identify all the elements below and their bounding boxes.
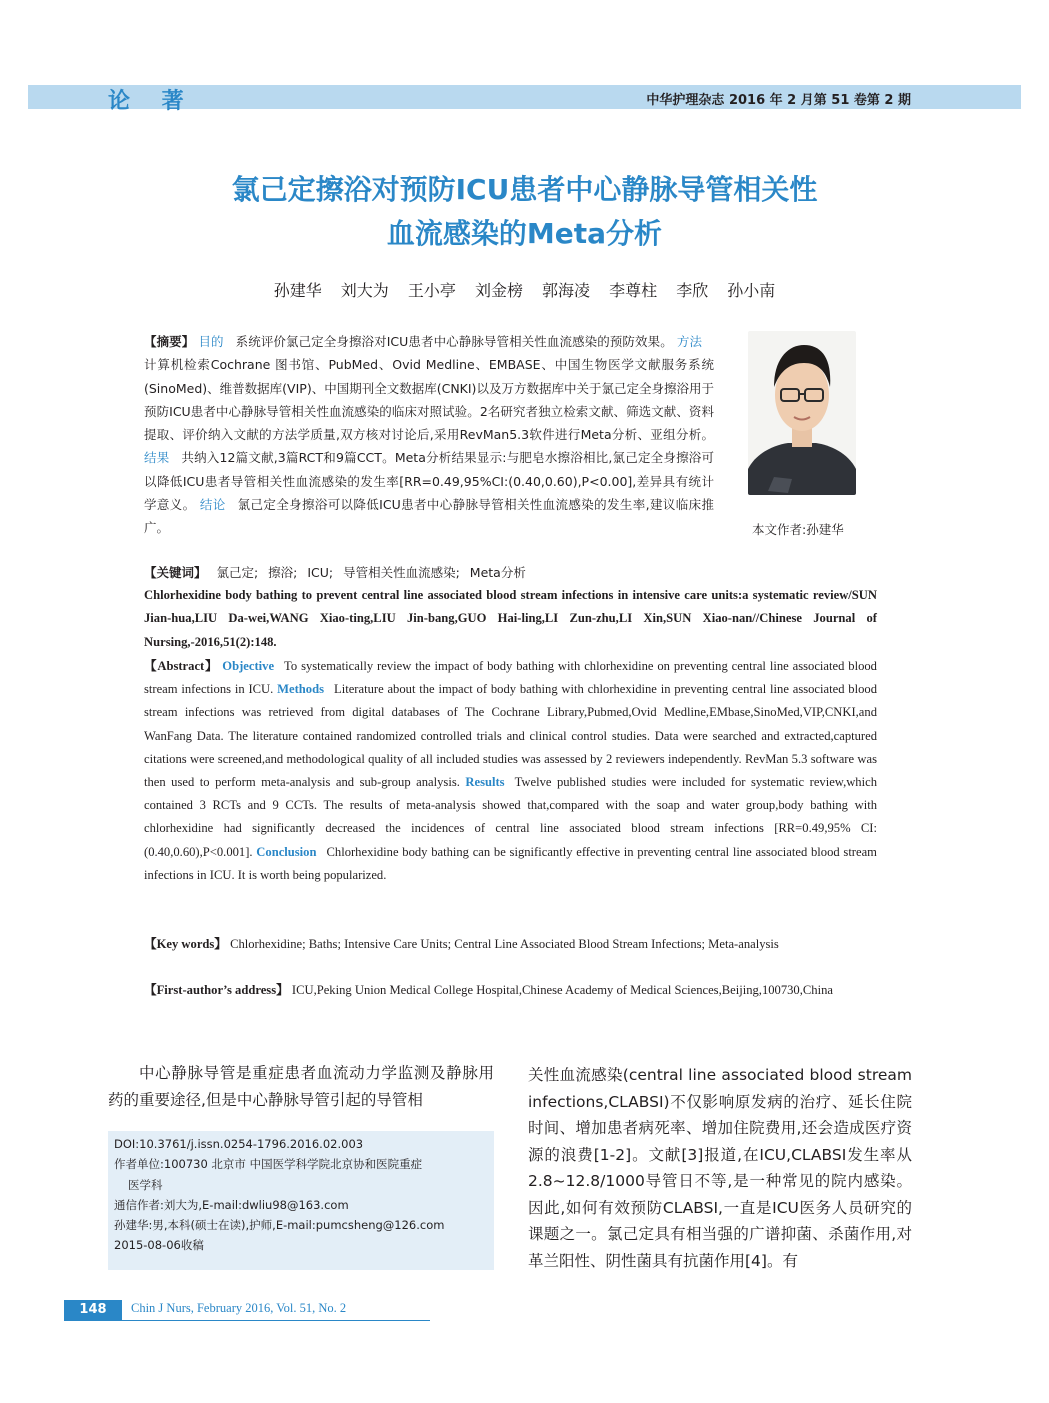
author-unit: 作者单位:100730 北京市 中国医学科学院北京协和医院重症 — [114, 1157, 423, 1172]
conclusion-text: 氯己定全身擦浴可以降低ICU患者中心静脉导管相关性血流感染的发生率,建议临床推广。 — [144, 497, 714, 536]
journal-info: 中华护理杂志 2016 年 2 月第 51 卷第 2 期 — [646, 93, 911, 108]
address-text: ICU,Peking Union Medical College Hospital,Chinese Academy of Medical Sciences,Beijing,100730,China — [291, 983, 833, 997]
address-label: 【First-author’s address】 — [144, 983, 289, 997]
abstract-label: 【摘要】 — [144, 334, 195, 349]
author-unit-cont: 医学科 — [128, 1177, 163, 1192]
footnote — [114, 1134, 492, 1256]
methods-label: 方法 — [676, 334, 702, 349]
article-title-line-1: 氯己定擦浴对预防ICU患者中心静脉导管相关性 — [231, 173, 818, 206]
author-list: 孙建华 刘大为 王小亭 刘金榜 郭海凌 李尊柱 李欣 孙小南 — [273, 281, 776, 300]
conclusion-label: 结论 — [199, 497, 226, 513]
objective-label: 目的 — [198, 334, 224, 349]
objective-text: 系统评价氯己定全身擦浴对ICU患者中心静脉导管相关性血流感染的预防效果。 — [235, 334, 673, 349]
en-results-label: Results — [465, 775, 505, 790]
corresponding-author: 通信作者:刘大为,E-mail:dwliu98@163.com — [114, 1197, 349, 1212]
results-label: 结果 — [144, 450, 170, 466]
article-title-line-2: 血流感染的Meta分析 — [386, 217, 663, 250]
photo-caption: 本文作者:孙建华 — [752, 522, 844, 537]
keywords-text: 氯己定; 擦浴; ICU; 导管相关性血流感染; Meta分析 — [216, 565, 526, 580]
english-abstract — [144, 655, 877, 887]
first-author-address — [144, 979, 877, 1002]
en-conclusion-label: Conclusion — [256, 844, 317, 859]
footer-citation: Chin J Nurs, February 2016, Vol. 51, No. 2 — [131, 1301, 347, 1315]
english-title-citation: Chlorhexidine body bathing to prevent central line associated blood stream infections in intensive care units:a systematic review/SUN Jian-hua,LIU Da-wei,WANG Xiao-ting,LIU Jin-bang,GUO Hai-ling,LI Zun-zhu,LI Xin,SUN Xiao-nan//Chinese Journal of Nursing,-2016,51(2):148. — [144, 588, 877, 649]
en-conclusion-text: Chlorhexidine body bathing can be significantly effective in preventing central line associated blood stream infections in ICU. It is worth being popularized. — [144, 844, 877, 882]
doi: DOI:10.3761/j.issn.0254-1796.2016.02.003 — [114, 1137, 364, 1151]
en-objective-text: To systematically review the impact of body bathing with chlorhexidine on preventing central line associated blood stream infections in ICU. — [144, 659, 877, 697]
en-results-text: Twelve published studies were included for systematic review,which contained 3 RCTs and 9 CCTs. The results of meta-analysis showed that,compared with the soap and water group,body bathing with chlorhexidine had significantly decreased the incidences of central line associated blood stream infections [RR=0.49,95% CI:(0.40,0.60),P<0.001]. — [144, 775, 877, 859]
en-objective-label: Objective — [222, 659, 275, 673]
section-label: 论 著 — [108, 89, 196, 114]
body-text-right: 关性血流感染(central line associated blood stream infections,CLABSI)不仅影响原发病的治疗、延长住院时间、增加患者病死率、增加住院费用,还会造成医疗资源的浪费[1-2]。文献[3]报道,在ICU,CLABSI发生率从2.8~12.8/1000导管日不等,是一种常见的院内感染。因此,如何有效预防CLABSI,一直是ICU医务人员研究的课题之一。氯己定具有相当强的广谱抑菌、杀菌作用,对革兰阳性、阴性菌具有抗菌作用[4]。有 — [528, 1066, 912, 1270]
page-number: 148 — [64, 1300, 122, 1320]
body-text-left: 中心静脉导管是重症患者血流动力学监测及静脉用药的重要途径,但是中心静脉导管引起的导管相 — [108, 1064, 494, 1109]
en-keywords-text: Chlorhexidine; Baths; Intensive Care Units; Central Line Associated Blood Stream Infections; Meta-analysis — [230, 937, 779, 951]
results-text: 共纳入12篇文献,3篇RCT和9篇CCT。Meta分析结果显示:与肥皂水擦浴相比,氯己定全身擦浴可以降低ICU患者导管相关性血流感染的发生率[RR=0.49,95%CI:(0.40,0.60),P<0.00],差异具有统计学意义。 — [144, 450, 714, 513]
chinese-abstract — [144, 330, 714, 540]
footer-rule — [64, 1320, 430, 1321]
en-keywords-label: 【Key words】 — [144, 937, 227, 951]
author-photo — [748, 331, 856, 495]
en-methods-text: Literature about the impact of body bathing with chlorhexidine in preventing central line associated blood stream infections was retrieved from digital databases of The Cochrane Library,Pubmed,Ovid Medline,EMbase,SinoMed,VIP,CNKI,and WanFang Data. The literature contained randomized controlled trials and clinical control studies. Data were searched and extracted,captured citations were screened,and methodological quality of all included studies was assessed by 2 reviewers independently. RevMan 5.3 software was then used to perform meta-analysis and sub-group analysis. — [144, 682, 877, 790]
en-methods-label: Methods — [277, 682, 325, 697]
english-keywords — [144, 933, 877, 956]
received-date: 2015-08-06收稿 — [114, 1238, 204, 1253]
methods-text: 计算机检索Cochrane 图书馆、PubMed、Ovid Medline、EMBASE、中国生物医学文献服务系统(SinoMed)、维普数据库(VIP)、中国期刊全文数据库(CNKI)以及万方数据库中关于氯己定全身擦浴用于预防ICU患者中心静脉导管相关性血流感染的临床对照试验。2名研究者独立检索文献、筛选文献、资料提取、评价纳入文献的方法学质量,双方核对讨论后,采用RevMan5.3软件进行Meta分析、亚组分析。 — [144, 357, 714, 443]
keywords-label: 【关键词】 — [144, 565, 207, 580]
chinese-keywords — [144, 563, 884, 581]
author-info: 孙建华:男,本科(硕士在读),护师,E-mail:pumcsheng@126.com — [114, 1218, 445, 1233]
en-abstract-label: 【Abstract】 — [144, 659, 219, 673]
